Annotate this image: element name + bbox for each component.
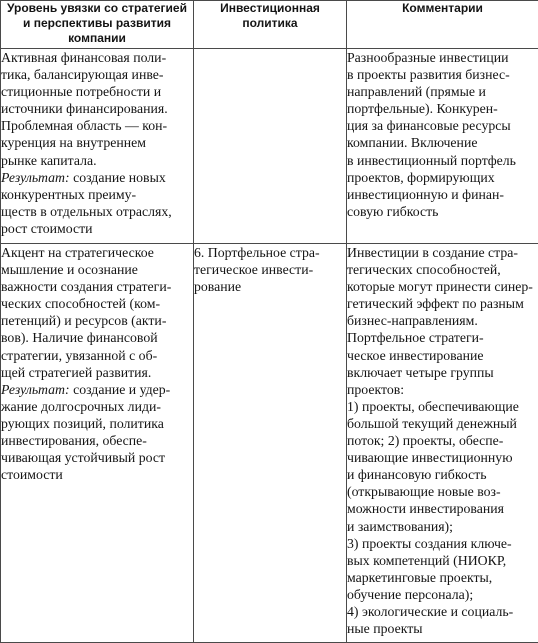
result-label: Результат: — [1, 169, 70, 185]
cell-text-line: стоимости — [1, 467, 63, 483]
row1-strategy-cell — [1, 49, 194, 244]
cell-text-line: инвестирования, обеспе- — [1, 433, 147, 449]
cell-text-line: проектов, формирующих — [347, 169, 495, 185]
header-text-line: и перспективы развития — [23, 16, 171, 30]
cell-text-line: в проекты развития бизнес- — [347, 67, 510, 83]
cell-text-line: тика, балансирующая инве- — [1, 67, 164, 83]
cell-text-line: стратегии, увязанной с об- — [1, 347, 158, 363]
cell-text-line: петенций) и ресурсов (акти- — [1, 313, 167, 329]
cell-text-line: 3) проекты создания ключе- — [347, 535, 512, 551]
table-row — [1, 244, 538, 643]
cell-text-line: стиционные потребности и — [1, 84, 162, 100]
header-investment-policy — [194, 1, 347, 49]
result-label: Результат: — [1, 381, 70, 397]
cell-text-line: конкурентных преиму- — [1, 186, 137, 202]
cell-text-line: Активная финансовая поли- — [1, 50, 167, 65]
cell-text-line: вых компетенций (НИОКР, — [347, 552, 507, 568]
cell-text-line: ные проекты — [347, 621, 423, 637]
cell-text-line: обучение персонала); — [347, 586, 474, 602]
cell-text-line: ществ в отдельных отраслях, — [1, 203, 172, 219]
table-header-row — [1, 1, 538, 49]
header-comments — [347, 1, 538, 49]
result-line — [1, 381, 193, 398]
cell-text-line: тегическое инвести- — [194, 262, 314, 278]
header-text-line: Комментарии — [402, 1, 483, 15]
cell-text-line: ция за финансовые ресурсы — [347, 118, 511, 134]
result-text: создание новых — [69, 169, 166, 185]
cell-text-line: Проблемная область — кон- — [1, 118, 168, 134]
header-text-line: компании — [68, 31, 126, 45]
cell-text-line: маркетинговые проекты, — [347, 569, 493, 585]
cell-text-line: чивающая устойчивый рост — [1, 450, 166, 466]
cell-text-line: совую гибкость — [347, 203, 439, 219]
cell-text-line: рост стоимости — [1, 220, 93, 236]
result-line — [1, 169, 193, 186]
header-text-line: политика — [242, 16, 298, 30]
cell-text-line: и финансовую гибкость — [347, 467, 487, 483]
header-text-line: Уровень увязки со стратегией — [7, 1, 187, 15]
cell-text-line: щей стратегией развития. — [1, 364, 152, 380]
header-strategy-level — [1, 1, 194, 49]
cell-text-line: и заимствования); — [347, 518, 453, 534]
cell-text-line: важности создания стратеги- — [1, 279, 172, 295]
cell-text-line: ческое инвестирование — [347, 347, 484, 363]
cell-text-line: рование — [194, 279, 242, 295]
cell-text-line: направлений (прямые и — [347, 84, 486, 100]
cell-text-line: Портфельное стратеги- — [347, 330, 484, 346]
cell-text-line: гетический эффект по разным — [347, 296, 524, 312]
cell-text-line: тегических способностей, — [347, 262, 501, 278]
cell-text-line: 6. Портфельное стра- — [194, 245, 320, 260]
cell-text-line: в инвестиционный портфель — [347, 152, 516, 168]
cell-text-line: 1) проекты, обеспечивающие — [347, 398, 519, 414]
header-text-line: Инвестиционная — [220, 1, 320, 15]
cell-text-line: (открывающие новые воз- — [347, 484, 501, 500]
result-text: создание и удер- — [69, 381, 171, 397]
cell-text-line: куренция на внутреннем — [1, 135, 146, 151]
cell-text-line: портфельные). Конкурен- — [347, 101, 498, 117]
cell-text-line: чивающие инвестиционную — [347, 450, 513, 466]
row2-comments-cell — [347, 244, 538, 643]
cell-text-line: Инвестиции в создание стра- — [347, 245, 518, 260]
cell-text-line: жание долгосрочных лиди- — [1, 398, 161, 414]
cell-text-line: ческих способностей (ком- — [1, 296, 161, 312]
cell-text-line: включает четыре группы — [347, 364, 494, 380]
cell-text-line: рующих позиций, политика — [1, 415, 164, 431]
cell-text-line: большой текущий денежный — [347, 415, 517, 431]
table-row — [1, 49, 538, 244]
cell-text-line: Разнообразные инвестиции — [347, 50, 509, 65]
cell-text-line: которые могут принести синер- — [347, 279, 533, 295]
cell-text-line: мышление и осознание — [1, 262, 138, 278]
cell-text-line: бизнес-направлениям. — [347, 313, 478, 329]
row2-policy-cell — [194, 244, 347, 643]
row1-comments-cell — [347, 49, 538, 244]
cell-text-line: инвестиционную и финан- — [347, 186, 504, 202]
cell-text-line: источники финансирования. — [1, 101, 168, 117]
cell-text-line: можности инвестирования — [347, 501, 505, 517]
cell-text-line: рынке капитала. — [1, 152, 97, 168]
cell-text-line: Акцент на стратегическое — [1, 245, 154, 260]
row2-strategy-cell — [1, 244, 194, 643]
cell-text-line: 4) экологические и социаль- — [347, 603, 514, 619]
cell-text-line: компании. Включение — [347, 135, 478, 151]
cell-text-line: проектов: — [347, 381, 405, 397]
row1-policy-cell — [194, 49, 347, 244]
cell-text-line: поток; 2) проекты, обеспе- — [347, 433, 504, 449]
cell-text-line: вов). Наличие финансовой — [1, 330, 158, 346]
